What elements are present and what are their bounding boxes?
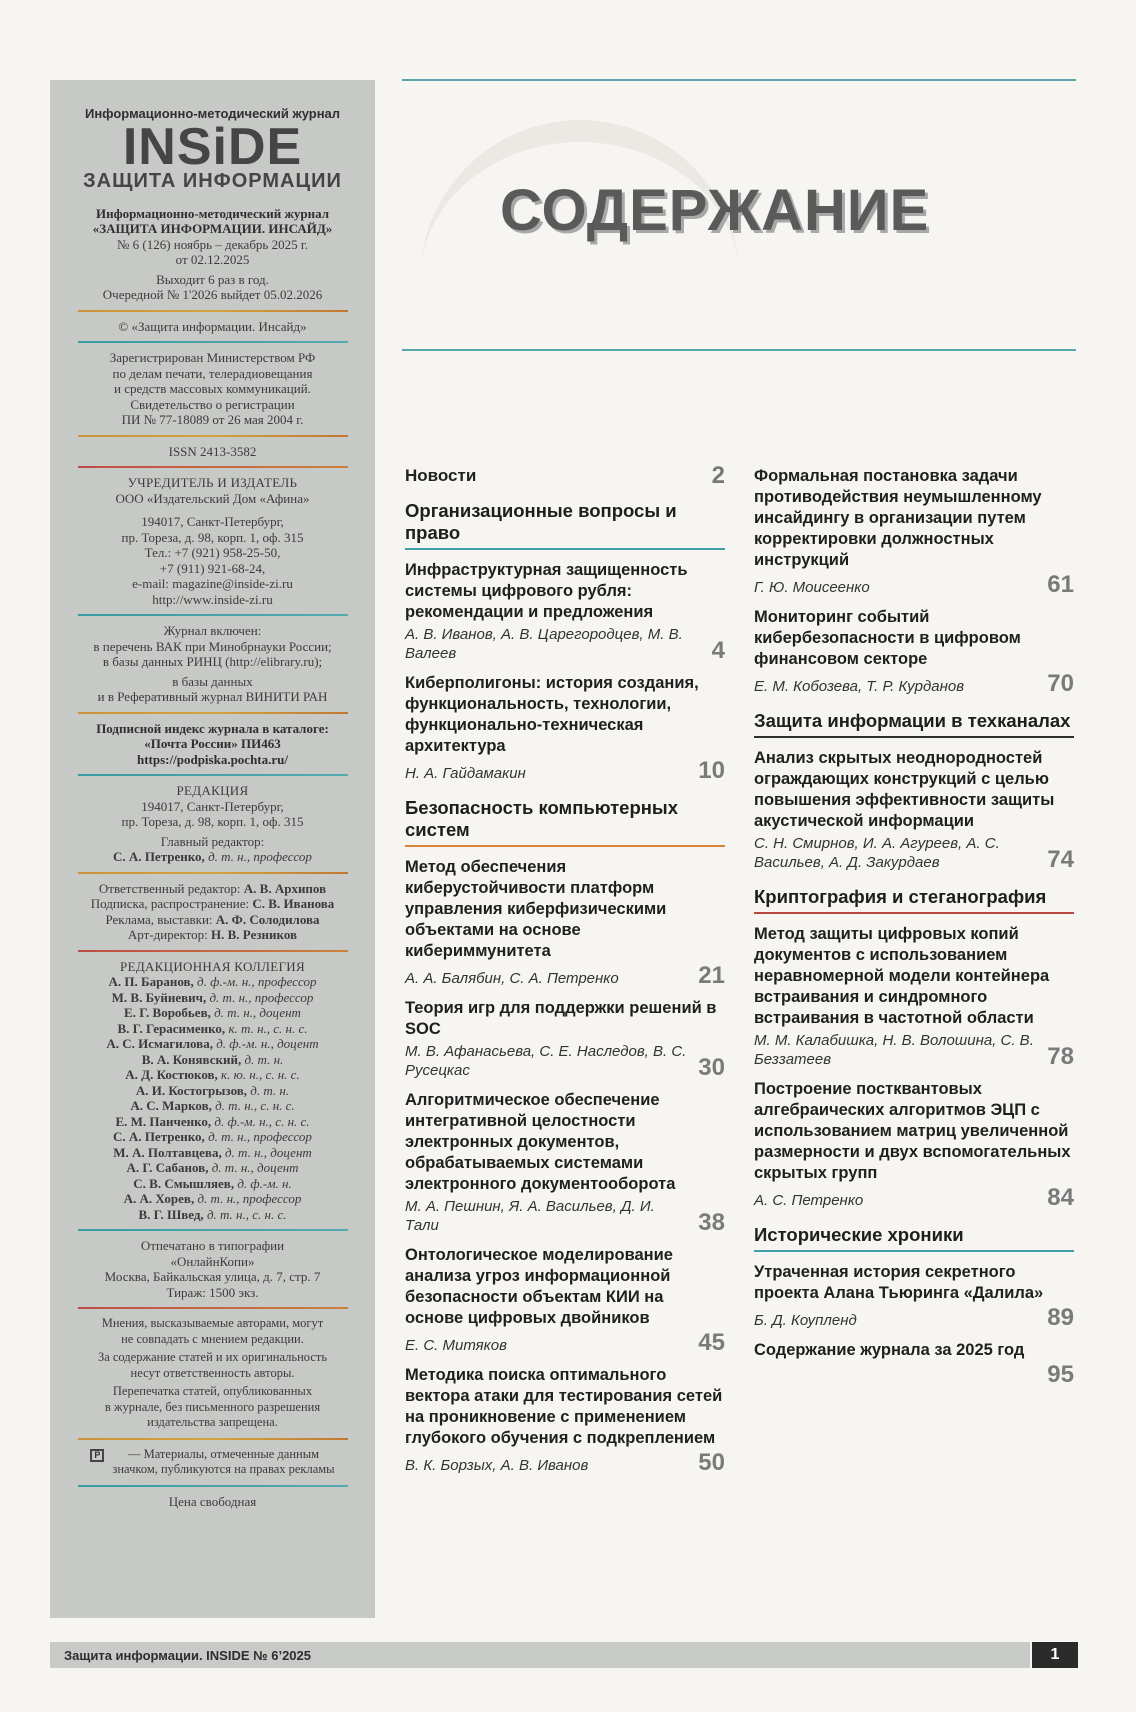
staff-role: Реклама, выставки: <box>105 911 213 927</box>
section-heading: Безопасность компьютерных систем <box>405 797 679 840</box>
board-member-name: Е. М. Панченко, <box>115 1113 212 1129</box>
article-title: Мониторинг событий кибербезопасности в цифровом финансовом секторе <box>754 608 1021 668</box>
indexing <box>50 623 375 705</box>
editorial-title: РЕДАКЦИЯ <box>176 783 249 798</box>
page-number: 74 <box>1047 846 1074 873</box>
entry-footer <box>405 964 725 988</box>
disclaimer-line: Перепечатка статей, опубликованных <box>112 1384 313 1398</box>
registration-line: Свидетельство о регистрации <box>130 396 295 412</box>
article-authors: А. С. Петренко <box>754 1192 864 1209</box>
board-member <box>60 1129 365 1145</box>
section-rule <box>405 845 725 847</box>
registration-line: по делам печати, телерадиовещания <box>112 365 313 381</box>
email-line: e-mail: magazine@inside-zi.ru <box>132 576 293 591</box>
divider <box>78 341 348 343</box>
indexing-line: в перечень ВАК при Минобрнауки России; <box>93 638 332 654</box>
entry-footer <box>405 625 725 663</box>
staff-role: Арт-директор: <box>127 927 208 942</box>
board-member-name: С. В. Смышляев, <box>133 1175 235 1191</box>
ad-note <box>50 1447 375 1478</box>
article-authors: А. А. Балябин, С. А. Петренко <box>405 970 619 987</box>
article-authors: М. В. Афанасьева, С. Е. Наследов, В. С. Русецкас <box>405 1043 687 1079</box>
disclaimer-line: в журнале, без письменного разрешения <box>104 1399 321 1414</box>
registration-line: и средств массовых коммуникаций. <box>114 381 311 396</box>
registration <box>50 350 375 428</box>
board-member <box>60 1098 365 1114</box>
board-member-degree: д. т. н., с. н. с. <box>215 1098 295 1113</box>
board-member <box>60 974 365 990</box>
board-member-name: В. А. Конявский, <box>141 1051 242 1067</box>
toc-entry[interactable] <box>405 998 725 1080</box>
staff-item <box>60 912 365 928</box>
board-member <box>60 1114 365 1130</box>
article-authors: А. В. Иванов, А. В. Царегородцев, М. В. Валеев <box>405 626 683 662</box>
board-title: РЕДАКЦИОННАЯ КОЛЛЕГИЯ <box>120 958 305 974</box>
address-line: пр. Тореза, д. 98, корп. 1, оф. 315 <box>121 814 304 829</box>
article-title: Анализ скрытых неоднородностей ограждающих конструкций с целью повышения эффективности защиты акустической информации <box>754 749 1055 830</box>
page-number: 50 <box>698 1449 725 1476</box>
board-list <box>60 974 365 1222</box>
indexing-line: и в Реферативный журнал ВИНИТИ РАН <box>97 689 328 704</box>
registration-line: Зарегистрирован Министерством РФ <box>109 350 316 365</box>
staff-role: Подписка, распространение: <box>90 896 250 911</box>
ad-note-line: значком, публикуются на правах рекламы <box>112 1462 335 1476</box>
article-title: Содержание журнала за 2025 год <box>754 1341 1025 1359</box>
board-member-name: В. Г. Швед, <box>138 1206 204 1222</box>
toc-entry[interactable] <box>754 1340 1074 1387</box>
section-rule <box>754 1250 1074 1252</box>
article-authors: М. А. Пешнин, Я. А. Васильев, Д. И. Тали <box>405 1198 655 1234</box>
staff-item <box>60 881 365 897</box>
toc-entry[interactable] <box>405 673 725 783</box>
board-member-name: А. П. Баранов, <box>108 974 194 989</box>
chief-label: Главный редактор: <box>160 833 265 849</box>
indexing-line: Журнал включен: <box>163 623 262 638</box>
issue-date: от 02.12.2025 <box>175 252 250 267</box>
indexing-line: в базы данных РИНЦ (http://elibrary.ru); <box>102 654 323 669</box>
section-heading: Организационные вопросы и право <box>405 500 677 543</box>
article-title: Метод обеспечения киберустойчивости платформ управления киберфизическими объектами на основе кибериммунитета <box>405 858 667 960</box>
board-member-degree: д. т. н., профессор <box>209 989 314 1005</box>
toc-entry[interactable] <box>754 1079 1074 1210</box>
founder <box>50 475 375 607</box>
subscription-index: «Почта России» ПИ463 <box>144 736 281 751</box>
phone-line: Тел.: +7 (921) 958-25-50, <box>144 545 281 560</box>
printing-line: «ОнлайнКопи» <box>170 1253 255 1269</box>
divider <box>78 774 348 776</box>
entry-footer <box>754 1186 1074 1210</box>
section-rule <box>754 912 1074 914</box>
board-member <box>60 1083 365 1099</box>
entry-footer <box>754 672 1074 696</box>
page-number: 70 <box>1047 670 1074 697</box>
article-title: Алгоритмическое обеспечение интегративной целостности электронных документов, обрабатываемых системами электронного документооборота <box>405 1091 676 1193</box>
indexing-line: в базы данных <box>172 673 253 689</box>
board-member-name: В. Г. Герасименко, <box>117 1020 226 1036</box>
section-heading: Криптография и стеганография <box>754 886 1047 907</box>
journal-info <box>50 206 375 303</box>
divider <box>78 1438 348 1440</box>
board-member-degree: д. т. н. <box>250 1082 290 1098</box>
section-heading: Защита информации в техканалах <box>754 710 1071 731</box>
frequency: Выходит 6 раз в год. <box>156 271 269 287</box>
article-authors: В. К. Борзых, А. В. Иванов <box>405 1457 589 1474</box>
disclaimer-line: Мнения, высказываемые авторами, могут <box>101 1316 324 1330</box>
page-number: 4 <box>711 637 725 664</box>
board-member-name: А. Г. Сабанов, <box>126 1160 209 1175</box>
staff-name: С. В. Иванова <box>252 896 335 911</box>
article-title: Формальная постановка задачи противодействия неумышленному инсайдингу в организации путем корректировки должностных инструкций <box>754 467 1042 569</box>
toc-entry[interactable] <box>754 466 1074 597</box>
board-member-degree: к. ю. н., с. н. с. <box>221 1067 300 1082</box>
article-title: Методика поиска оптимального вектора атаки для тестирования сетей на проникновение с применением глубокого обучения с подкреплением <box>405 1366 723 1447</box>
journal-kicker: Информационно-методический журнал <box>84 106 341 121</box>
article-authors: Г. Ю. Моисеенко <box>754 579 870 596</box>
article-title: Утраченная история секретного проекта Алана Тьюринга «Далила» <box>754 1263 1044 1302</box>
chief-editor <box>60 849 365 865</box>
divider <box>78 1307 348 1309</box>
top-rule <box>402 79 1076 81</box>
board-member <box>60 1207 365 1223</box>
section-heading: Исторические хроники <box>754 1224 964 1245</box>
article-title: Метод защиты цифровых копий документов с использованием неравномерной модели контейнера встраивания и синдромного встраивания в частотной области <box>754 925 1050 1027</box>
staff-name: А. Ф. Солодилова <box>215 911 320 927</box>
logo-subtitle: ЗАЩИТА ИНФОРМАЦИИ <box>83 169 342 192</box>
board-member-name: Е. Г. Воробьев, <box>124 1005 211 1020</box>
board-member-name: А. А. Хорев, <box>123 1191 195 1206</box>
board-member-degree: д. т. н., доцент <box>214 1005 301 1020</box>
copyright: © «Защита информации. Инсайд» <box>118 318 307 334</box>
entry-footer <box>405 1042 725 1080</box>
article-title: Онтологическое моделирование анализа угроз информационной безопасности объектам КИИ на основе цифровых двойников <box>405 1246 673 1327</box>
editorial-board <box>50 959 375 1223</box>
toc-entry[interactable] <box>754 1262 1074 1330</box>
toc-column-left <box>405 462 725 1485</box>
header-rule <box>402 349 1076 351</box>
toc-entry[interactable] <box>754 924 1074 1069</box>
staff-name: А. В. Архипов <box>243 880 327 896</box>
section-rule <box>754 736 1074 738</box>
disclaimer-line: не совпадать с мнением редакции. <box>121 1331 304 1346</box>
address-line: 194017, Санкт-Петербург, <box>141 514 284 529</box>
staff-name: Н. В. Резников <box>211 927 298 942</box>
staff-list <box>50 881 375 943</box>
board-member-degree: к. т. н., с. н. с. <box>228 1020 308 1036</box>
next-issue: Очередной № 1'2026 выйдет 05.02.2026 <box>102 287 323 302</box>
subscription-line: Подписной индекс журнала в каталоге: <box>96 720 329 736</box>
footer-journal: Защита информации. INSIDE № 6’2025 <box>50 1642 1030 1668</box>
board-member <box>60 1036 365 1052</box>
board-member-degree: д. ф.-м. н., с. н. с. <box>214 1113 310 1129</box>
divider <box>78 950 348 952</box>
page-number: 21 <box>698 962 725 989</box>
board-member <box>60 1052 365 1068</box>
toc-entry[interactable] <box>405 857 725 988</box>
board-member-degree: д. ф.-м. н. <box>237 1175 292 1191</box>
address-line: 194017, Санкт-Петербург, <box>141 798 284 814</box>
board-member-name: А. Д. Костюков, <box>125 1067 218 1082</box>
board-member <box>60 1145 365 1161</box>
printing-info <box>50 1238 375 1300</box>
page-number: 2 <box>711 462 725 489</box>
footer-page-number: 1 <box>1032 1642 1078 1668</box>
page-number: 30 <box>698 1054 725 1081</box>
page-number: 84 <box>1047 1184 1074 1211</box>
inside-logo: INSiDE <box>122 117 303 176</box>
subscription-link: https://podpiska.pochta.ru/ <box>137 751 288 767</box>
board-member-name: М. В. Буйневич, <box>111 989 207 1005</box>
phone-line: +7 (911) 921-68-24, <box>159 560 266 576</box>
divider <box>78 1485 348 1487</box>
entry-footer <box>405 759 725 783</box>
printing-line: Отпечатано в типографии <box>140 1238 285 1253</box>
news-title: Новости <box>405 466 477 485</box>
divider <box>78 310 348 312</box>
board-member-degree: д. ф.-м. н., профессор <box>197 974 317 989</box>
board-member <box>60 990 365 1006</box>
toc-entry[interactable] <box>405 560 725 663</box>
divider <box>78 435 348 437</box>
page-number: 45 <box>698 1329 725 1356</box>
board-member <box>60 1160 365 1176</box>
entry-footer <box>754 1031 1074 1069</box>
article-authors: Е. С. Митяков <box>405 1337 507 1354</box>
toc-entry[interactable] <box>405 1365 725 1475</box>
board-member <box>60 1191 365 1207</box>
section-rule <box>405 548 725 550</box>
board-member-degree: д. т. н., профессор <box>208 1129 312 1144</box>
board-member <box>60 1176 365 1192</box>
chief-name: С. А. Петренко, <box>113 849 205 864</box>
page-number: 78 <box>1047 1043 1074 1070</box>
founder-name: ООО «Издательский Дом «Афина» <box>115 490 310 506</box>
ad-note-text <box>112 1447 334 1478</box>
article-title: Киберполигоны: история создания, функциональность, технологии, функционально-техническая архитектура <box>405 674 699 755</box>
issue-line: № 6 (126) ноябрь – декабрь 2025 г. <box>117 236 308 252</box>
toc-entry[interactable] <box>405 1090 725 1235</box>
entry-footer <box>754 1363 1074 1387</box>
board-member-degree: д. т. н., с. н. с. <box>206 1206 287 1222</box>
registration-line: ПИ № 77-18089 от 26 мая 2004 г. <box>121 412 304 427</box>
journal-name-line1: Информационно-методический журнал <box>95 205 330 221</box>
left-sections <box>405 500 725 1475</box>
page-number: 61 <box>1047 571 1074 598</box>
disclaimer-line: издательства запрещена. <box>147 1415 278 1429</box>
board-member <box>60 1067 365 1083</box>
journal-name-line2: «ЗАЩИТА ИНФОРМАЦИИ. ИНСАЙД» <box>92 221 333 236</box>
entry-footer <box>405 1451 725 1475</box>
disclaimers <box>50 1316 375 1431</box>
board-member-name: М. А. Полтавцева, <box>113 1144 222 1160</box>
board-member-name: А. С. Марков, <box>130 1098 212 1113</box>
right-sections <box>754 710 1074 1387</box>
article-authors: Н. А. Гайдамакин <box>405 765 526 782</box>
staff-role: Ответственный редактор: <box>98 880 241 896</box>
circulation: Тираж: 1500 экз. <box>166 1284 259 1300</box>
article-authors: С. Н. Смирнов, И. А. Агуреев, А. С. Васильев, А. Д. Закурдаев <box>754 835 1000 871</box>
board-member-degree: д. ф.-м. н., доцент <box>216 1036 319 1051</box>
divider <box>78 872 348 874</box>
article-title: Теория игр для поддержки решений в SOC <box>405 999 717 1038</box>
issn: ISSN 2413-3582 <box>168 443 257 459</box>
price: Цена свободная <box>168 1493 257 1509</box>
article-authors: Б. Д. Коупленд <box>754 1312 857 1329</box>
board-member-degree: д. т. н., доцент <box>224 1144 312 1160</box>
toc-entry[interactable] <box>754 748 1074 872</box>
entry-footer <box>405 1197 725 1235</box>
staff-item <box>60 927 365 943</box>
board-member-name: А. И. Костогрызов, <box>135 1082 248 1098</box>
advertising-mark-icon: P <box>90 1449 104 1462</box>
entry-footer <box>405 1331 725 1355</box>
ad-note-line: — Материалы, отмеченные данным <box>127 1446 320 1461</box>
chief-degree: д. т. н., профессор <box>208 849 312 864</box>
article-title: Инфраструктурная защищенность системы цифрового рубля: рекомендации и предложения <box>405 561 688 621</box>
right-lead-entries <box>754 466 1074 696</box>
page-number: 95 <box>1047 1361 1074 1388</box>
entry-footer <box>754 573 1074 597</box>
board-member <box>60 1005 365 1021</box>
entry-footer <box>754 1306 1074 1330</box>
board-member-degree: д. т. н., профессор <box>197 1191 302 1206</box>
board-member-degree: д. т. н. <box>244 1051 284 1067</box>
page-number: 10 <box>698 757 725 784</box>
disclaimer-line: За содержание статей и их оригинальность <box>97 1350 328 1364</box>
divider <box>78 712 348 714</box>
toc-column-right <box>754 466 1074 1397</box>
website-line: http://www.inside-zi.ru <box>152 591 273 607</box>
board-member-name: С. А. Петренко, <box>113 1129 205 1144</box>
toc-entry[interactable] <box>754 607 1074 696</box>
article-title: Построение постквантовых алгебраических алгоритмов ЭЦП с использованием матриц увеличенной размерности и двух вспомогательных скрытых групп <box>754 1080 1071 1182</box>
divider <box>78 466 348 468</box>
page-number: 89 <box>1047 1304 1074 1331</box>
divider <box>78 1229 348 1231</box>
divider <box>78 614 348 616</box>
entry-footer <box>754 834 1074 872</box>
article-authors: Е. М. Кобозева, Т. Р. Курданов <box>754 678 965 695</box>
toc-news-entry[interactable] <box>405 462 725 489</box>
staff-item <box>60 896 365 912</box>
imprint-sidebar <box>50 80 375 1618</box>
address-line: пр. Тореза, д. 98, корп. 1, оф. 315 <box>121 529 304 545</box>
toc-entry[interactable] <box>405 1245 725 1355</box>
board-member-degree: д. т. н., доцент <box>211 1160 299 1175</box>
editorial <box>50 783 375 865</box>
board-member-name: А. С. Исмагилова, <box>106 1036 213 1051</box>
page-title: СОДЕРЖАНИЕ <box>500 178 930 243</box>
subscription <box>50 721 375 768</box>
founder-title: УЧРЕДИТЕЛЬ И ИЗДАТЕЛЬ <box>127 475 298 490</box>
article-authors: М. М. Калабишка, Н. В. Волошина, С. В. Беззатеев <box>754 1032 1034 1068</box>
printing-line: Москва, Байкальская улица, д. 7, стр. 7 <box>104 1269 321 1284</box>
disclaimer-line: несут ответственность авторы. <box>130 1365 295 1380</box>
page-number: 38 <box>698 1209 725 1236</box>
board-member <box>60 1021 365 1037</box>
